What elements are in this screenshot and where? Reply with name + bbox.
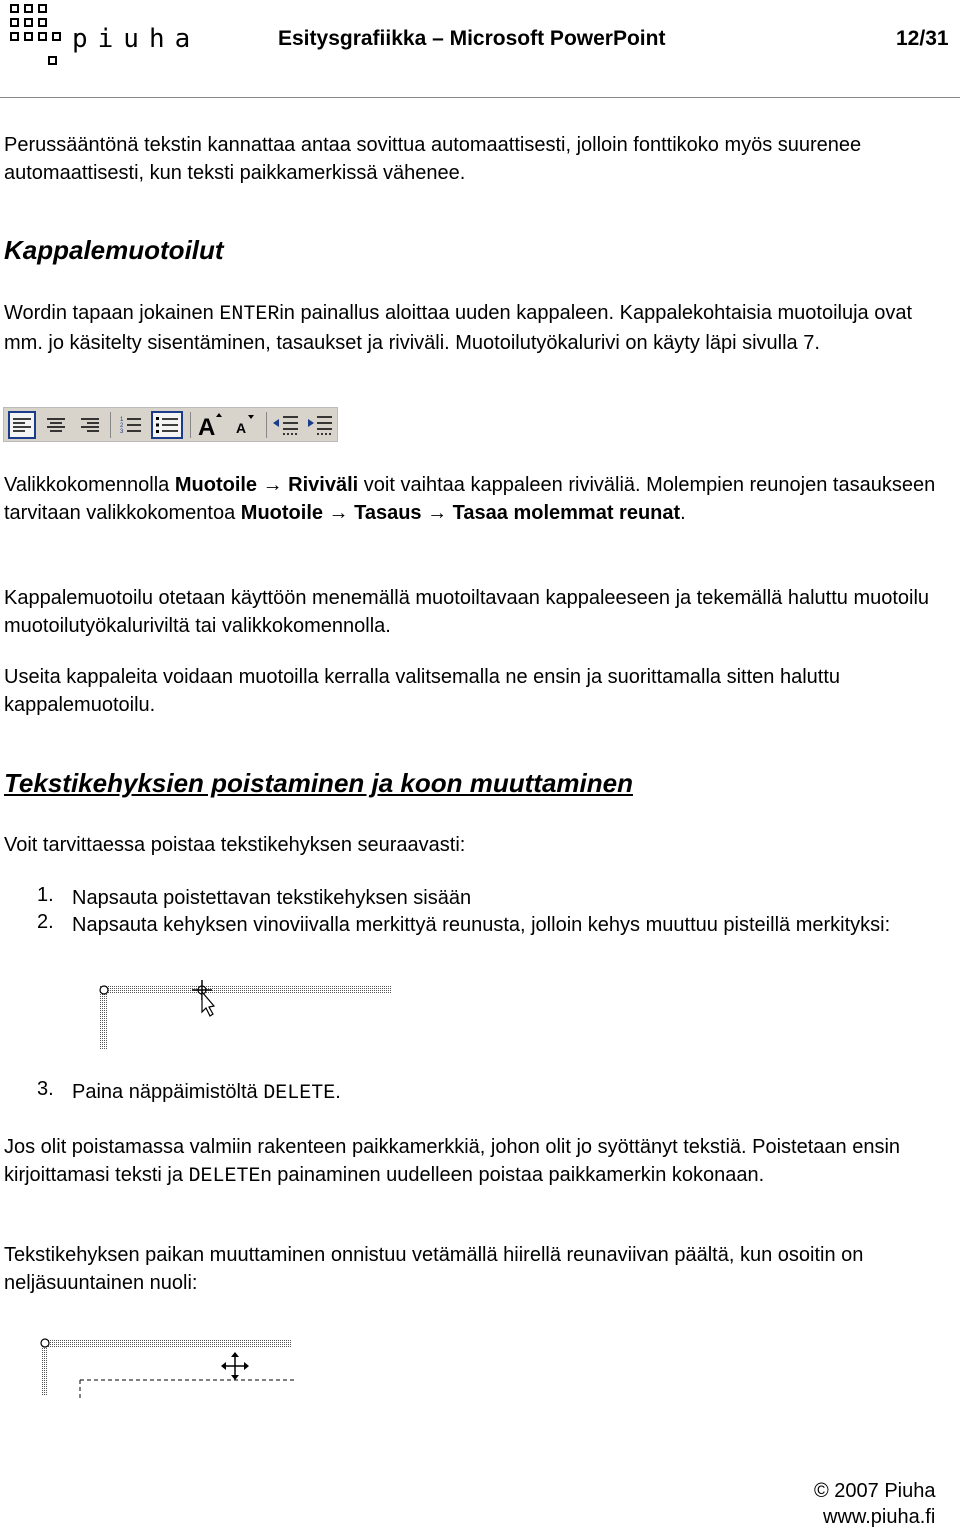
increase-paragraph-spacing-icon — [306, 411, 334, 439]
svg-text:A: A — [236, 420, 247, 436]
paragraph-kappalemuotoilut-intro: Wordin tapaan jokainen ENTERin painallus aloittaa uuden kappaleen. Kappalekohtaisia muotoiluja ovat mm. jo käsitelty sisentäminen, tasaukset ja riviväli. Muotoilutyökalurivi on käyty läpi sivulla 7. — [4, 302, 913, 354]
enter-key-code: ENTER — [219, 303, 280, 326]
step-text: Napsauta poistettavan tekstikehyksen sisään — [72, 887, 472, 909]
align-right-icon — [76, 411, 104, 439]
paragraph-move-frame: Tekstikehyksen paikan muuttaminen onnistuu vetämällä hiirellä reunaviivan päältä, kun osoitin on neljäsuuntainen nuoli: — [4, 1244, 864, 1294]
align-center-icon — [42, 411, 70, 439]
delete-key-code: DELETE — [188, 1165, 261, 1188]
paragraph-multiple-paragraphs: Useita kappaleita voidaan muotoilla kerralla valitsemalla ne ensin ja suorittamalla sitten haluttu kappalemuotoilu. — [4, 666, 841, 716]
document-title: Esitysgrafiikka – Microsoft PowerPoint — [278, 27, 666, 50]
footer-copyright: © 2007 Piuha — [814, 1480, 936, 1502]
svg-text:3: 3 — [120, 429, 124, 435]
paragraph-apply-formatting: Kappalemuotoilu otetaan käyttöön menemällä muotoiltavaan kappaleeseen ja tekemällä haluttu muotoilu muotoilutyökaluriviltä tai valikkokomennolla. — [4, 587, 930, 637]
menu-path-rivivali: Muotoile → Riviväli — [174, 474, 359, 496]
dotted-frame-illustration — [96, 978, 396, 1053]
menu-path-tasaus: Muotoile → Tasaus → Tasaa molemmat reunat — [240, 502, 681, 524]
intro-paragraph: Perussääntönä tekstin kannattaa antaa sovittua automaattisesti, jolloin fonttikoko myös suurenee automaattisesti, kun teksti paikkamerkissä vähenee. — [4, 134, 862, 184]
piuha-logo — [10, 4, 60, 66]
svg-text:A: A — [198, 414, 216, 437]
decrease-font-icon — [230, 411, 258, 439]
move-frame-illustration — [36, 1332, 296, 1402]
align-left-icon — [8, 411, 36, 439]
step-text: Napsauta kehyksen vinoviivalla merkittyä reunusta, jolloin kehys muuttuu pisteillä merkityksi: — [72, 914, 891, 936]
paragraph-menu-commands: Valikkokomennolla Muotoile → Riviväli voit vaihtaa kappaleen riviväliä. Molempien reunojen tasaukseen tarvitaan valikkokomentoa Muotoile → Tasaus → Tasaa molemmat reunat. — [4, 474, 936, 524]
section-heading-kappalemuotoilut: Kappalemuotoilut — [4, 235, 224, 265]
step-text: Paina näppäimistöltä DELETE. — [72, 1081, 341, 1105]
footer-url[interactable]: www.piuha.fi — [823, 1506, 936, 1528]
decrease-paragraph-spacing-icon — [272, 411, 300, 439]
increase-font-icon — [196, 411, 224, 439]
header-divider — [0, 97, 960, 98]
step-number: 2. — [37, 911, 54, 933]
formatting-toolbar — [3, 407, 338, 442]
svg-text:1: 1 — [120, 417, 124, 423]
paragraph-remove-intro: Voit tarvittaessa poistaa tekstikehyksen seuraavasti: — [4, 834, 466, 856]
logo-text: piuha — [72, 24, 201, 54]
bulleted-list-icon — [151, 411, 183, 439]
numbered-list-icon — [117, 411, 145, 439]
step-number: 1. — [37, 884, 54, 906]
svg-text:2: 2 — [120, 423, 124, 429]
section-heading-tekstikehyksien: Tekstikehyksien poistaminen ja koon muuttaminen — [4, 768, 633, 798]
paragraph-delete-placeholder: Jos olit poistamassa valmiin rakenteen paikkamerkkiä, johon olit jo syöttänyt tekstiä. Poistetaan ensin kirjoittamasi teksti ja DELETEn painaminen uudelleen poistaa paikkamerkin kokonaan. — [4, 1136, 901, 1188]
page-number: 12/31 — [896, 27, 949, 50]
step-number: 3. — [37, 1078, 54, 1100]
delete-key-code: DELETE — [263, 1082, 336, 1105]
